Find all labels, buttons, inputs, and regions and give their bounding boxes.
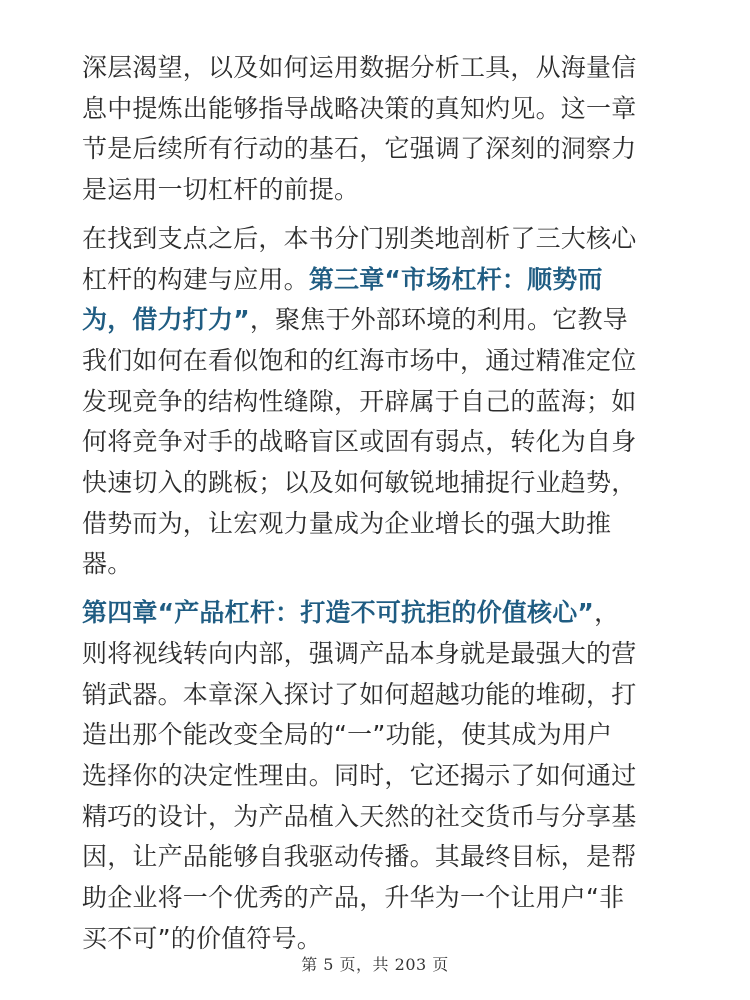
text-line [82,129,668,170]
text-segment: ，聚焦于外部环境的利用。它教导 [249,305,628,335]
page-number-label: 第 5 页，共 203 页 [301,955,449,974]
body-paragraph [82,593,668,959]
body-paragraph [82,219,668,585]
text-segment: 节是后续所有行动的基石，它强调了深刻的洞察力 [82,134,637,164]
text-segment: 选择你的决定性理由。同时，它还揭示了如何通过 [82,760,637,790]
text-line [82,341,668,382]
document-page [82,48,668,967]
text-segment: 发现竞争的结构性缝隙，开辟属于自己的蓝海；如 [82,386,637,416]
text-segment: 器。 [82,549,133,579]
text-segment: 精巧的设计，为产品植入天然的社交货币与分享基 [82,801,637,831]
text-segment: 助企业将一个优秀的产品，升华为一个让用户“非 [82,883,625,913]
text-segment: 借势而为，让宏观力量成为企业增长的强大助推 [82,508,612,538]
text-line [82,756,668,797]
text-line [82,878,668,919]
chapter-title-highlight: 为，借力打力” [82,305,250,335]
text-line [82,504,668,545]
text-segment: 则将视线转向内部，强调产品本身就是最强大的营 [82,638,637,668]
text-segment: 在找到支点之后，本书分门别类地剖析了三大核心 [82,223,637,253]
text-line [82,593,668,634]
text-line [82,48,668,89]
text-line [82,544,668,585]
chapter-title-highlight: 第三章“市场杠杆：顺势而 [308,264,603,294]
text-segment: ， [594,598,620,628]
text-segment: 快速切入的跳板；以及如何敏锐地捕捉行业趋势， [82,468,637,498]
page-footer [0,952,750,975]
text-line [82,382,668,423]
text-line [82,219,668,260]
text-line [82,170,668,211]
text-line [82,675,668,716]
text-line [82,837,668,878]
text-segment: 造出那个能改变全局的“一”功能，使其成为用户 [82,720,613,750]
text-line [82,634,668,675]
text-segment: 销武器。本章深入探讨了如何超越功能的堆砌，打 [82,679,637,709]
text-line [82,715,668,756]
text-segment: 我们如何在看似饱和的红海市场中，通过精准定位 [82,345,637,375]
text-segment: 因，让产品能够自我驱动传播。其最终目标，是帮 [82,842,637,872]
text-line [82,300,668,341]
chapter-title-highlight: 第四章“产品杠杆：打造不可抗拒的价值核心” [82,598,595,628]
text-segment: 息中提炼出能够指导战略决策的真知灼见。这一章 [82,93,637,123]
text-line [82,463,668,504]
text-line [82,260,668,301]
text-segment: 杠杆的构建与应用。 [82,264,309,294]
text-segment: 何将竞争对手的战略盲区或固有弱点，转化为自身 [82,427,637,457]
text-line [82,797,668,838]
body-paragraph [82,48,668,211]
text-line [82,89,668,130]
text-segment: 买不可”的价值符号。 [82,923,322,953]
text-line [82,422,668,463]
text-segment: 是运用一切杠杆的前提。 [82,175,360,205]
text-segment: 深层渴望，以及如何运用数据分析工具，从海量信 [82,53,637,82]
